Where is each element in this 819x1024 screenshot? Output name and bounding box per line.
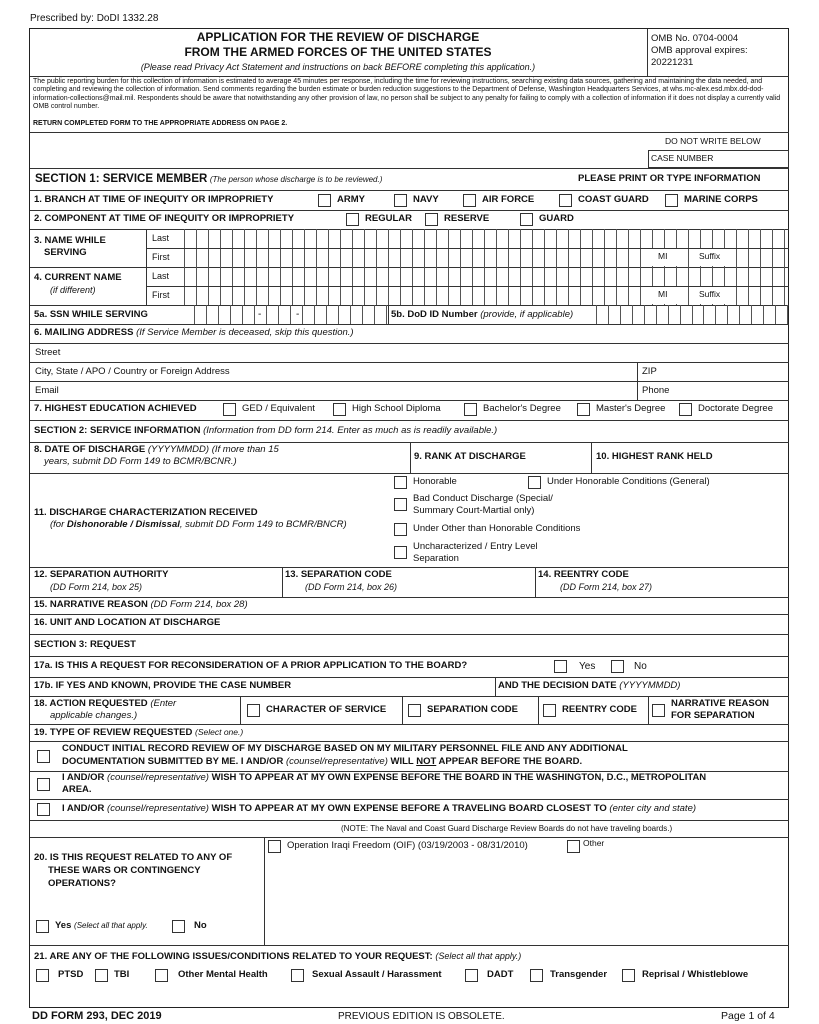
review-traveling-label: I AND/OR (counsel/representative) WISH TO APPEAR AT MY OWN EXPENSE BEFORE A TRAVELING BOARD CLOSEST TO (enter city and state) xyxy=(62,803,697,814)
q18-action-label: 18. ACTION REQUESTED (Enter xyxy=(34,698,177,709)
q4-suffix-label: Suffix xyxy=(699,289,721,299)
review-record-label-line2: DOCUMENTATION SUBMITTED BY ME. I AND/OR (counsel/representative) WILL NOT APPEAR BEFORE THE BOARD. xyxy=(62,756,583,767)
q13-note: (DD Form 214, box 26) xyxy=(305,582,398,592)
issue-dadt-checkbox[interactable] xyxy=(465,969,478,982)
char-honorable-checkbox[interactable] xyxy=(394,476,407,489)
edu-ged-label: GED / Equivalent xyxy=(242,403,315,414)
other-operation-checkbox[interactable] xyxy=(567,840,580,853)
action-character-checkbox[interactable] xyxy=(247,704,260,717)
q3-label-line2: SERVING xyxy=(44,247,87,258)
action-sepcode-checkbox[interactable] xyxy=(408,704,421,717)
branch-marinecorps-label: MARINE CORPS xyxy=(684,194,758,205)
issue-assault-label: Sexual Assault / Harassment xyxy=(312,969,442,980)
print-or-type-label: PLEASE PRINT OR TYPE INFORMATION xyxy=(578,173,761,184)
component-guard-checkbox[interactable] xyxy=(520,213,533,226)
q4-label-note: (if different) xyxy=(50,285,96,295)
q10-highest-rank-label: 10. HIGHEST RANK HELD xyxy=(596,451,713,462)
char-bcd-label: Bad Conduct Discharge (Special/ xyxy=(413,493,553,504)
q17b-case-label: 17b. IF YES AND KNOWN, PROVIDE THE CASE NUMBER xyxy=(34,680,292,691)
q3-last-label: Last xyxy=(152,233,170,243)
issue-transgender-label: Transgender xyxy=(550,969,608,980)
q1-branch-label: 1. BRANCH AT TIME OF INEQUITY OR IMPROPRIETY xyxy=(34,194,274,205)
oif-label: Operation Iraqi Freedom (OIF) (03/19/2003 - 08/31/2010) xyxy=(287,840,528,851)
burden-return: RETURN COMPLETED FORM TO THE APPROPRIATE ADDRESS ON PAGE 2. xyxy=(33,120,288,127)
footer-page: Page 1 of 4 xyxy=(721,1010,775,1022)
edu-hs-label: High School Diploma xyxy=(352,403,441,414)
review-record-checkbox[interactable] xyxy=(37,750,50,763)
component-reserve-label: RESERVE xyxy=(444,213,490,224)
q13-sep-code-label: 13. SEPARATION CODE xyxy=(285,569,392,580)
q12-note: (DD Form 214, box 25) xyxy=(50,582,143,592)
branch-navy-checkbox[interactable] xyxy=(394,194,407,207)
q3-label: 3. NAME WHILE xyxy=(34,235,106,246)
q4-first-label: First xyxy=(152,290,170,300)
q16-unit-label: 16. UNIT AND LOCATION AT DISCHARGE xyxy=(34,617,221,628)
q11-characterization-label: 11. DISCHARGE CHARACTERIZATION RECEIVED xyxy=(34,507,258,518)
branch-army-label: ARMY xyxy=(337,194,365,205)
branch-navy-label: NAVY xyxy=(413,194,439,205)
action-narrative-checkbox[interactable] xyxy=(652,704,665,717)
action-sepcode-label: SEPARATION CODE xyxy=(427,704,518,715)
q4-label: 4. CURRENT NAME xyxy=(34,272,122,283)
edu-master-label: Master's Degree xyxy=(596,403,666,414)
city-label: City, State / APO / Country or Foreign Address xyxy=(35,366,230,377)
char-honorable-label: Honorable xyxy=(413,476,457,487)
q17a-no-checkbox[interactable] xyxy=(611,660,624,673)
do-not-write-label: DO NOT WRITE BELOW xyxy=(665,136,761,146)
q12-sep-authority-label: 12. SEPARATION AUTHORITY xyxy=(34,569,169,580)
other-operation-label: Other xyxy=(583,838,605,848)
component-regular-label: REGULAR xyxy=(365,213,412,224)
section3-title: SECTION 3: REQUEST xyxy=(34,639,136,650)
edu-bachelor-label: Bachelor's Degree xyxy=(483,403,561,414)
edu-doctorate-label: Doctorate Degree xyxy=(698,403,773,414)
form-title-line2: FROM THE ARMED FORCES OF THE UNITED STATES xyxy=(184,45,492,59)
oif-checkbox[interactable] xyxy=(268,840,281,853)
char-general-label: Under Honorable Conditions (General) xyxy=(547,476,710,487)
branch-airforce-checkbox[interactable] xyxy=(463,194,476,207)
ssn-dash-2: - xyxy=(296,309,300,320)
issue-tbi-label: TBI xyxy=(114,969,130,980)
branch-coastguard-checkbox[interactable] xyxy=(559,194,572,207)
review-dc-label-line2: AREA. xyxy=(62,784,92,795)
review-traveling-checkbox[interactable] xyxy=(37,803,50,816)
burden-statement: The public reporting burden for this collection of information is estimated to average 45 minutes per response, including the time for reviewing instructions, searching existing data sources, gathering and maintaining the data needed, and completing and reviewing the collection of information. Send comments regarding the burden estimate or burden reduction suggestions to the Department of Defense, Washington Headquarters Services, at whs.mc-alex.esd.mbx.dd-dod-information-collections@mail.mil. Respondents should be aware that notwithstanding any other provision of law, no person shall be subject to any penalty for failing to comply with a collection of information if it does not display a currently valid OMB control number. xyxy=(33,78,781,111)
q17a-no-label: No xyxy=(634,661,647,672)
q8-date-label: 8. DATE OF DISCHARGE (YYYYMMDD) (If more than 15 xyxy=(34,444,279,455)
action-narrative-label: NARRATIVE REASON xyxy=(671,698,769,709)
review-dc-checkbox[interactable] xyxy=(37,778,50,791)
issue-transgender-checkbox[interactable] xyxy=(530,969,543,982)
q4-mi-label: MI xyxy=(658,289,668,299)
case-number-label: CASE NUMBER xyxy=(651,153,714,163)
ssn-dash-1: - xyxy=(258,309,262,320)
q17a-label: 17a. IS THIS A REQUEST FOR RECONSIDERATION OF A PRIOR APPLICATION TO THE BOARD? xyxy=(34,660,468,671)
action-reentry-label: REENTRY CODE xyxy=(562,704,637,715)
q14-reentry-label: 14. REENTRY CODE xyxy=(538,569,629,580)
review-dc-label: I AND/OR (counsel/representative) WISH TO APPEAR AT MY OWN EXPENSE BEFORE THE BOARD IN THE WASHINGTON, D.C., METROPOLITAN xyxy=(62,772,707,783)
q20-yes-label: Yes (Select all that apply. xyxy=(55,920,148,931)
q3-mi-label: MI xyxy=(658,251,668,261)
zip-label: ZIP xyxy=(642,366,657,377)
branch-airforce-label: AIR FORCE xyxy=(482,194,535,205)
q20-no-label: No xyxy=(194,920,207,931)
char-bcd-label-line2: Summary Court-Martial only) xyxy=(413,505,535,516)
street-label: Street xyxy=(35,347,61,358)
q20-wars-label-line2: THESE WARS OR CONTINGENCY xyxy=(48,865,201,876)
q2-component-label: 2. COMPONENT AT TIME OF INEQUITY OR IMPROPRIETY xyxy=(34,213,295,224)
q4-last-label: Last xyxy=(152,271,170,281)
char-uncharacterized-checkbox[interactable] xyxy=(394,546,407,559)
q18-note: applicable changes.) xyxy=(50,710,138,721)
q5b-dodid-label: 5b. DoD ID Number (provide, if applicable) xyxy=(391,309,574,320)
char-bcd-checkbox[interactable] xyxy=(394,498,407,511)
component-regular-checkbox[interactable] xyxy=(346,213,359,226)
prescribed-by: Prescribed by: DoDI 1332.28 xyxy=(30,13,159,24)
action-character-label: CHARACTER OF SERVICE xyxy=(266,704,387,715)
edu-ged-checkbox[interactable] xyxy=(223,403,236,416)
section1-title: SECTION 1: SERVICE MEMBER (The person whose discharge is to be reviewed.) xyxy=(35,173,383,185)
q19-review-label: 19. TYPE OF REVIEW REQUESTED (Select one.) xyxy=(34,727,244,738)
q14-note: (DD Form 214, box 27) xyxy=(560,582,653,592)
review-note: (NOTE: The Naval and Coast Guard Discharge Review Boards do not have traveling boards.) xyxy=(341,824,673,833)
edu-master-checkbox[interactable] xyxy=(577,403,590,416)
omb-expires-date: 20221231 xyxy=(651,57,694,68)
edu-bachelor-checkbox[interactable] xyxy=(464,403,477,416)
char-uncharacterized-label: Uncharacterized / Entry Level xyxy=(413,541,538,552)
phone-label: Phone xyxy=(642,385,670,396)
q5a-ssn-label: 5a. SSN WHILE SERVING xyxy=(34,309,148,320)
section2-title: SECTION 2: SERVICE INFORMATION (Information from DD form 214. Enter as much as is readily available.) xyxy=(34,425,498,436)
action-reentry-checkbox[interactable] xyxy=(543,704,556,717)
issue-dadt-label: DADT xyxy=(487,969,514,980)
q17a-yes-checkbox[interactable] xyxy=(554,660,567,673)
q15-narrative-label: 15. NARRATIVE REASON (DD Form 214, box 28) xyxy=(34,599,248,610)
q21-issues-label: 21. ARE ANY OF THE FOLLOWING ISSUES/CONDITIONS RELATED TO YOUR REQUEST: (Select all that apply.) xyxy=(34,951,522,962)
q3-first-label: First xyxy=(152,252,170,262)
form-title-instructions: (Please read Privacy Act Statement and instructions on back BEFORE completing this application.) xyxy=(140,62,536,72)
omb-number: OMB No. 0704-0004 xyxy=(651,33,739,44)
issue-reprisal-label: Reprisal / Whistleblowe xyxy=(642,969,749,980)
q17b-date-label: AND THE DECISION DATE (YYYYMMDD) xyxy=(498,680,681,691)
q20-yes-checkbox[interactable] xyxy=(36,920,49,933)
q7-education-label: 7. HIGHEST EDUCATION ACHIEVED xyxy=(34,403,197,414)
edu-hs-checkbox[interactable] xyxy=(333,403,346,416)
q20-wars-label: 20. IS THIS REQUEST RELATED TO ANY OF xyxy=(34,852,233,863)
q17a-yes-label: Yes xyxy=(579,661,596,672)
q20-wars-label-line3: OPERATIONS? xyxy=(48,878,116,889)
issue-mental-checkbox[interactable] xyxy=(155,969,168,982)
issue-mental-label: Other Mental Health xyxy=(178,969,268,980)
q3-suffix-label: Suffix xyxy=(699,251,721,261)
char-oth-label: Under Other than Honorable Conditions xyxy=(413,523,581,534)
char-general-checkbox[interactable] xyxy=(528,476,541,489)
q11-note: (for Dishonorable / Dismissal, submit DD Form 149 to BCMR/BNCR) xyxy=(50,519,347,530)
dodid-grid[interactable] xyxy=(596,305,788,324)
component-guard-label: GUARD xyxy=(539,213,574,224)
footer-form-id: DD FORM 293, DEC 2019 xyxy=(32,1010,162,1022)
char-uncharacterized-label-line2: Separation xyxy=(413,553,459,564)
issue-ptsd-checkbox[interactable] xyxy=(36,969,49,982)
component-reserve-checkbox[interactable] xyxy=(425,213,438,226)
issue-tbi-checkbox[interactable] xyxy=(95,969,108,982)
form-title-line1: APPLICATION FOR THE REVIEW OF DISCHARGE xyxy=(196,30,480,44)
q6-mailing-label: 6. MAILING ADDRESS (If Service Member is deceased, skip this question.) xyxy=(34,327,354,338)
edu-doctorate-checkbox[interactable] xyxy=(679,403,692,416)
action-narrative-label-line2: FOR SEPARATION xyxy=(671,710,755,721)
q9-rank-label: 9. RANK AT DISCHARGE xyxy=(414,451,526,462)
ssn-grid[interactable] xyxy=(194,305,387,324)
issue-reprisal-checkbox[interactable] xyxy=(622,969,635,982)
char-oth-checkbox[interactable] xyxy=(394,523,407,536)
footer-obsolete: PREVIOUS EDITION IS OBSOLETE. xyxy=(338,1011,505,1022)
omb-expires-label: OMB approval expires: xyxy=(651,45,748,56)
branch-marinecorps-checkbox[interactable] xyxy=(665,194,678,207)
email-label: Email xyxy=(35,385,59,396)
q8-date-note: years, submit DD Form 149 to BCMR/BCNR.) xyxy=(44,456,237,467)
issue-assault-checkbox[interactable] xyxy=(291,969,304,982)
review-record-label: CONDUCT INITIAL RECORD REVIEW OF MY DISCHARGE BASED ON MY MILITARY PERSONNEL FILE AND ANY ADDITIONAL xyxy=(62,743,628,754)
branch-army-checkbox[interactable] xyxy=(318,194,331,207)
branch-coastguard-label: COAST GUARD xyxy=(578,194,649,205)
issue-ptsd-label: PTSD xyxy=(58,969,84,980)
q20-no-checkbox[interactable] xyxy=(172,920,185,933)
